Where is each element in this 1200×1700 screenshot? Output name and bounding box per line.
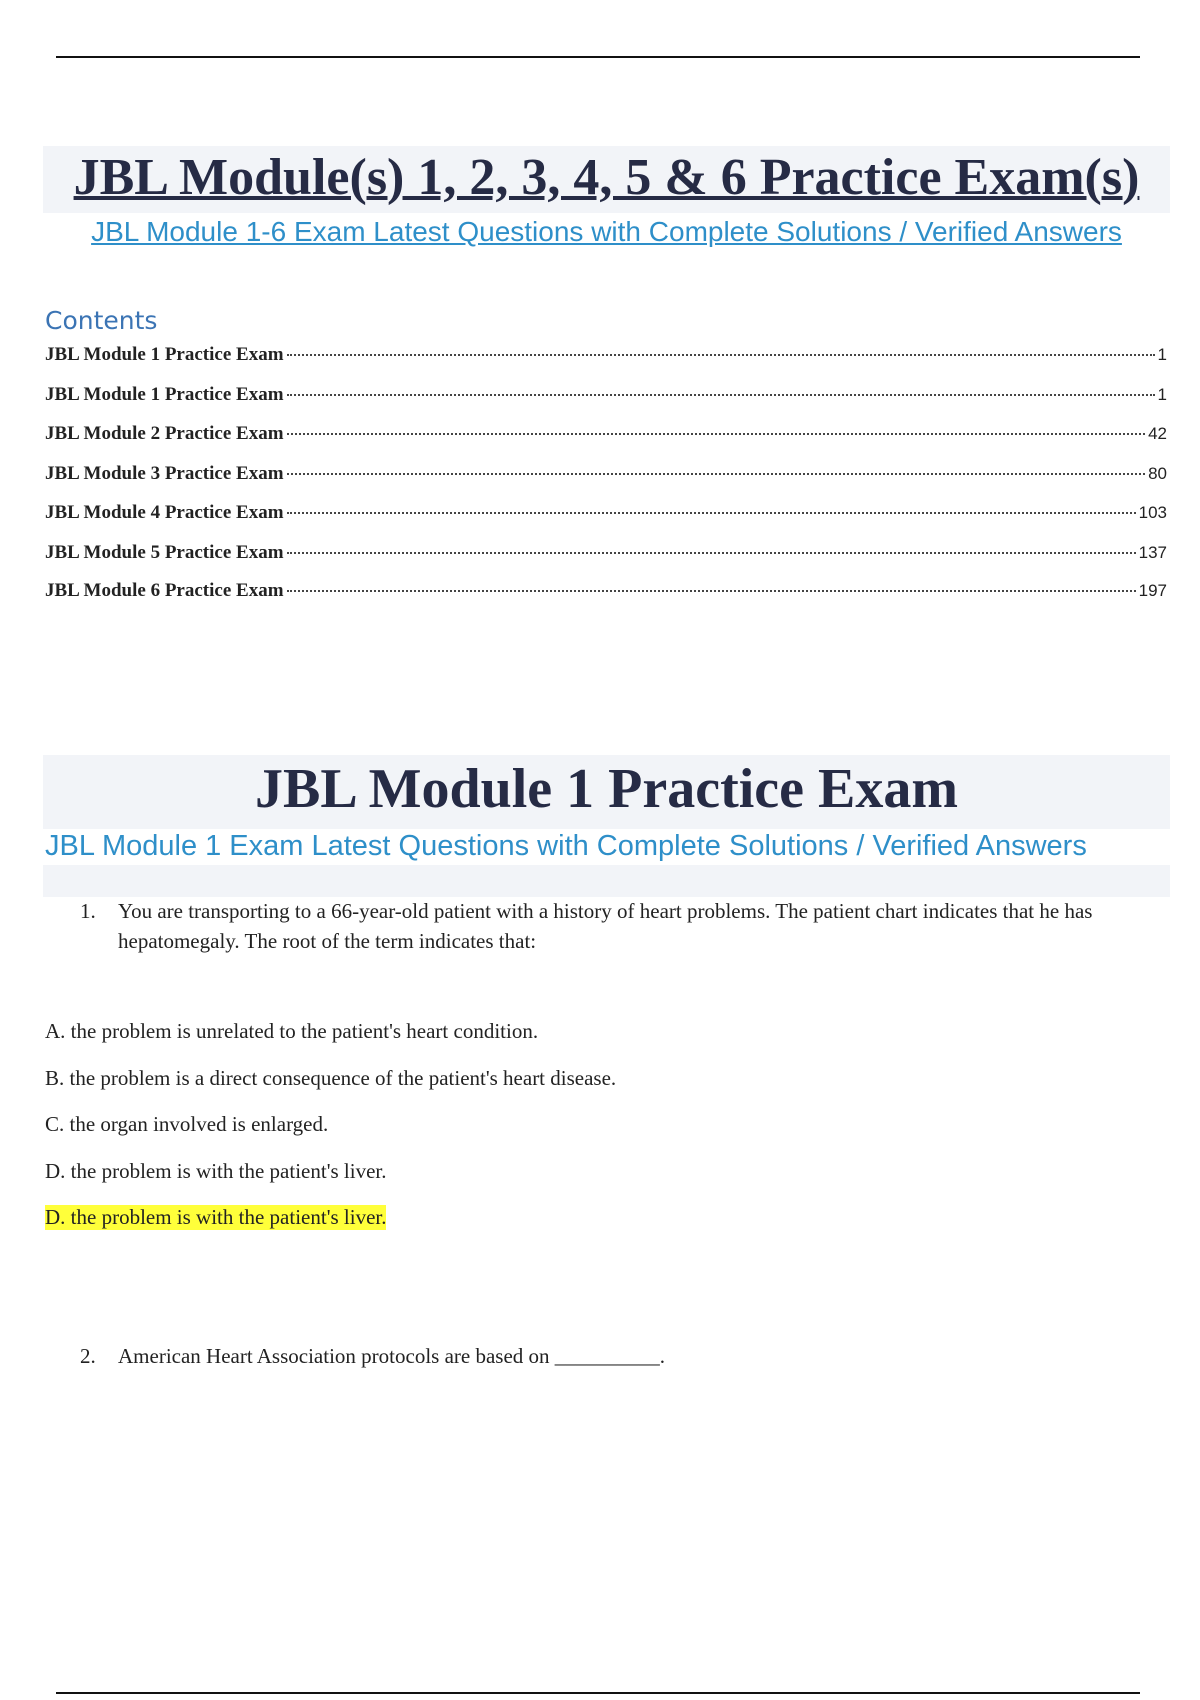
document-title: JBL Module(s) 1, 2, 3, 4, 5 & 6 Practice Exam(s) [73,149,1140,206]
toc-leader-dots [287,433,1146,435]
toc-entry-label: JBL Module 2 Practice Exam [45,423,284,444]
document-subtitle-link[interactable]: JBL Module 1-6 Exam Latest Questions with Complete Solutions / Verified Answers [91,216,1122,247]
toc-leader-dots [287,473,1146,475]
toc-entry[interactable] [45,580,1167,606]
toc-entry-label: JBL Module 6 Practice Exam [45,580,284,601]
toc-entry-page: 103 [1138,503,1167,522]
toc-entry[interactable] [45,384,1167,410]
bottom-rule [56,1692,1140,1694]
toc-leader-dots [287,512,1136,514]
toc-entry-page: 42 [1148,424,1167,443]
toc-entry-page: 137 [1138,543,1167,562]
toc-entry-label: JBL Module 5 Practice Exam [45,542,284,563]
question-1-text: You are transporting to a 66-year-old patient with a history of heart problems. The patient chart indicates that he has hepatomegaly. The root of the term indicates that: [118,899,1093,953]
toc-entry-page: 80 [1148,464,1167,483]
toc-entry[interactable] [45,344,1167,370]
toc-entry-label: JBL Module 1 Practice Exam [45,344,284,365]
toc-entry[interactable] [45,502,1167,528]
option-c: C. the organ involved is enlarged. [45,1112,329,1136]
toc-entry-label: JBL Module 1 Practice Exam [45,384,284,405]
toc-entry[interactable] [45,542,1167,568]
highlighted-answer: D. the problem is with the patient's liver. [45,1205,387,1229]
toc-leader-dots [287,394,1155,396]
question-2-number: 2. [80,1344,96,1368]
toc-entry[interactable] [45,423,1167,449]
toc-heading: Contents [45,306,158,335]
toc-entry-label: JBL Module 3 Practice Exam [45,463,284,484]
toc-entry-page: 197 [1138,581,1167,600]
toc-entry-page: 1 [1157,345,1167,364]
option-b: B. the problem is a direct consequence of the patient's heart disease. [45,1066,617,1090]
toc-entry-label: JBL Module 4 Practice Exam [45,502,284,523]
toc-leader-dots [287,552,1136,554]
toc-leader-dots [287,590,1136,592]
question-2-text: American Heart Association protocols are based on __________. [118,1344,666,1368]
question-1-number: 1. [80,899,96,923]
top-rule [56,56,1140,58]
section-subtitle: JBL Module 1 Exam Latest Questions with Complete Solutions / Verified Answers [45,830,1087,862]
option-a: A. the problem is unrelated to the patient's heart condition. [45,1019,539,1043]
option-d: D. the problem is with the patient's liver. [45,1159,387,1183]
toc-leader-dots [287,354,1155,356]
toc-entry-page: 1 [1157,385,1167,404]
toc-entry[interactable] [45,463,1167,489]
section-title: JBL Module 1 Practice Exam [254,758,958,820]
section-gap-band [43,865,1170,897]
